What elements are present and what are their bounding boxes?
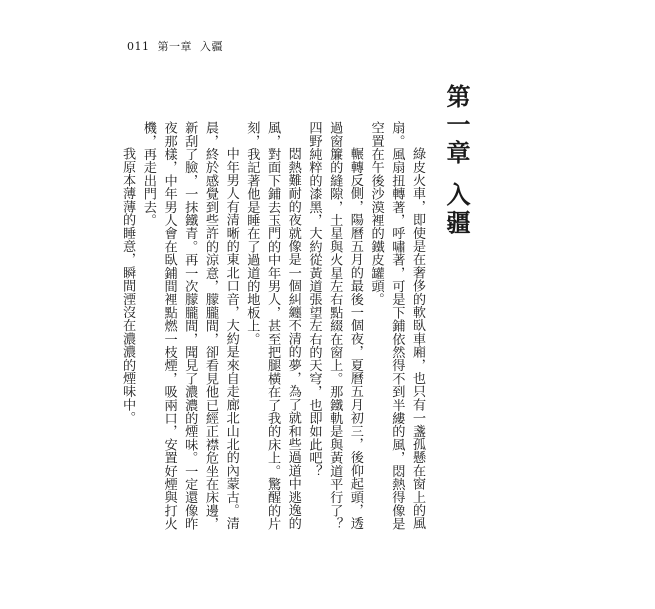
- paragraph: 我原本薄薄的睡意，瞬間湮沒在濃濃的煙味中。: [120, 147, 136, 425]
- paragraph: 綠皮火車，即使是在奢侈的軟臥車廂，也只有一盞孤懸在窗上的風扇。風扇扭轉著，呼嘯著，可是下鋪依然得不到半縷的風，悶熱得像是空置在午後沙漠裡的鐵皮罐頭。: [368, 121, 425, 531]
- body-text: [116, 121, 427, 541]
- running-head-chapter: 第一章: [157, 40, 192, 53]
- chapter-name: 入疆: [442, 182, 471, 238]
- page-number: 011: [127, 40, 150, 53]
- paragraph: 輾轉反側，陽曆五月的最後一個夜，夏曆五月初三，後仰起頭，透過窗簾的縫隙，土星與火星左右點綴在窗上。那鐵軌是與黃道平行了？四野純粹的漆黑，大約從黃道張望左右的天穹，也即如此吧？: [306, 121, 363, 531]
- running-head-title: 入疆: [200, 40, 223, 53]
- chapter-heading: [442, 84, 471, 238]
- paragraph: 中年男人有清晰的東北口音，大約是來自走廊北山北的內蒙古。清晨，終於感覺到些許的涼意，朦朧間，卻看見他已經正襟危坐在床邊，新刮了臉，一抹鐵青。再一次朦朧間，聞見了濃濃的煙味。一定還像昨夜那樣，中年男人會在臥鋪間裡點燃一枝煙，吸兩口，安置好煙與打火機，再走出門去。: [140, 121, 239, 531]
- chapter-number: 第一章: [442, 84, 471, 168]
- paragraph: 悶熱難耐的夜就像是一個糾纏不清的夢，為了就和些過道中逃逸的風，對面下鋪去玉門的中年男人，甚至把腿橫在了我的床上。驚醒的片刻，我記著他是睡在了過道的地板上。: [244, 121, 301, 531]
- running-head: [127, 38, 223, 54]
